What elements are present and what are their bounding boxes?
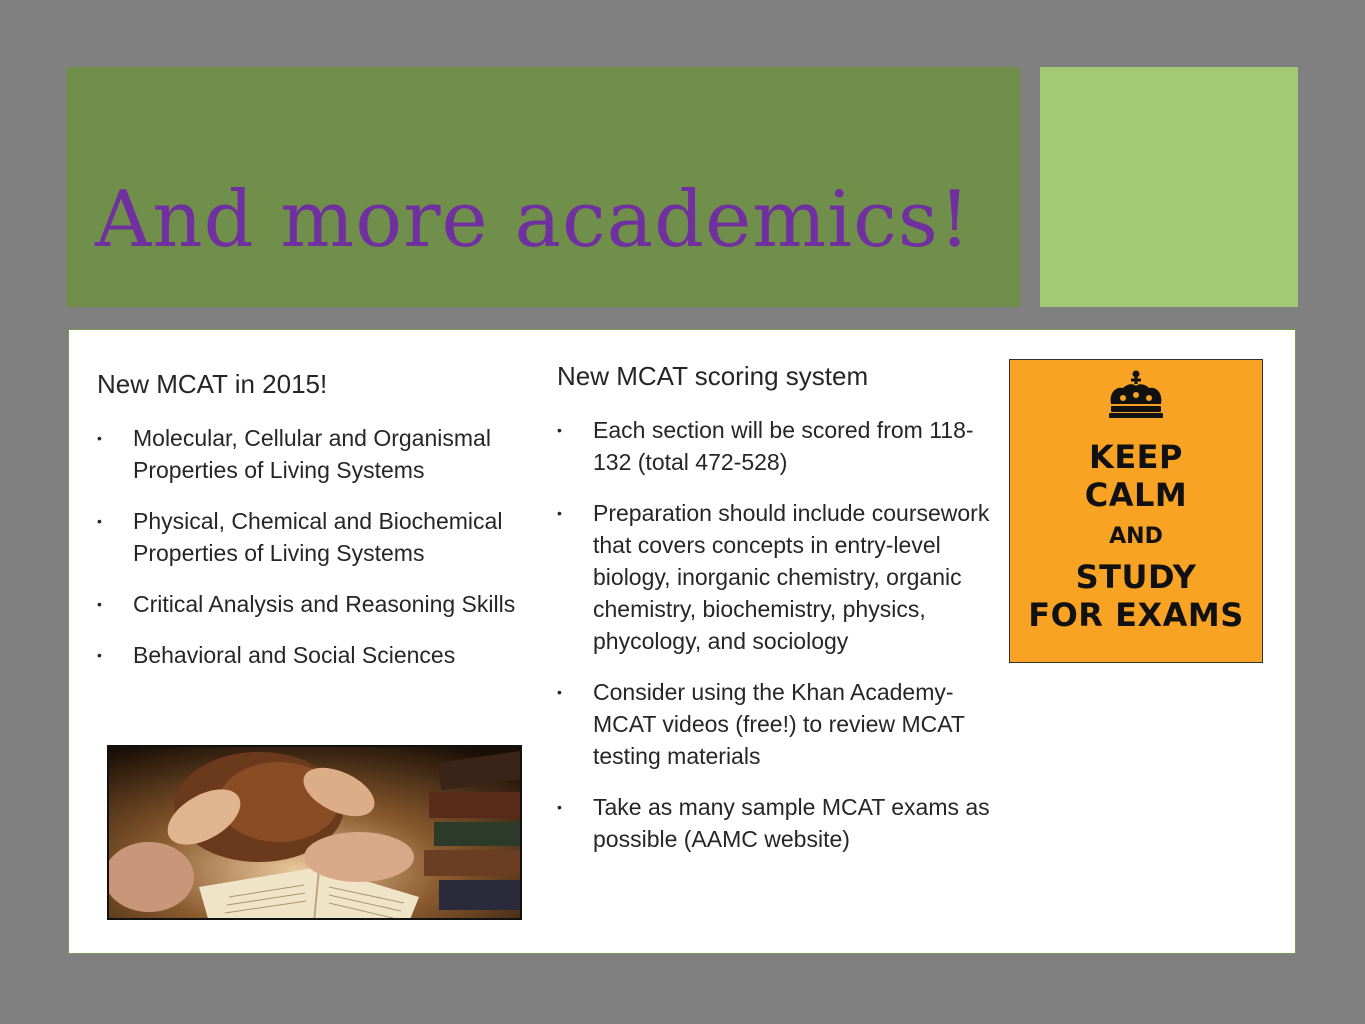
list-item: • Behavioral and Social Sciences: [97, 639, 522, 671]
left-bullet-list: [97, 422, 522, 671]
keep-calm-poster: [1009, 359, 1263, 663]
left-column: [97, 368, 522, 690]
right-column: [557, 360, 997, 874]
accent-box: [1040, 67, 1298, 307]
list-item: • Each section will be scored from 118-132 (total 472-528): [557, 414, 997, 478]
poster-line-and: AND: [1109, 524, 1163, 549]
title-band: [67, 67, 1020, 307]
bullet-icon: •: [557, 799, 562, 815]
poster-line-study: STUDY: [1075, 558, 1197, 596]
bullet-icon: •: [557, 684, 562, 700]
list-item: • Take as many sample MCAT exams as possible (AAMC website): [557, 791, 997, 855]
bullet-icon: •: [97, 513, 102, 529]
right-bullet-list: [557, 414, 997, 855]
list-item: • Preparation should include coursework that covers concepts in entry-level biology, inorganic chemistry, organic chemistry, biochemistry, physics, phycology, and sociology: [557, 497, 997, 657]
list-item: • Consider using the Khan Academy-MCAT videos (free!) to review MCAT testing materials: [557, 676, 997, 772]
bullet-icon: •: [97, 430, 102, 446]
poster-line-keep: KEEP: [1089, 438, 1183, 476]
photo-illustration: [109, 747, 522, 920]
poster-line-for-exams: FOR EXAMS: [1028, 596, 1244, 634]
crown-icon: [1105, 370, 1167, 420]
bullet-icon: •: [97, 647, 102, 663]
right-heading: New MCAT scoring system: [557, 361, 869, 391]
list-item: • Physical, Chemical and Biochemical Properties of Living Systems: [97, 505, 522, 569]
stressed-student-photo: [107, 745, 522, 920]
slide-title: And more academics!: [95, 175, 972, 265]
left-heading: New MCAT in 2015!: [97, 369, 328, 399]
bullet-icon: •: [97, 596, 102, 612]
bullet-icon: •: [557, 422, 562, 438]
poster-line-calm: CALM: [1084, 476, 1188, 514]
list-item: • Critical Analysis and Reasoning Skills: [97, 588, 522, 620]
list-item: • Molecular, Cellular and Organismal Properties of Living Systems: [97, 422, 522, 486]
bullet-icon: •: [557, 505, 562, 521]
content-panel: [68, 329, 1296, 954]
